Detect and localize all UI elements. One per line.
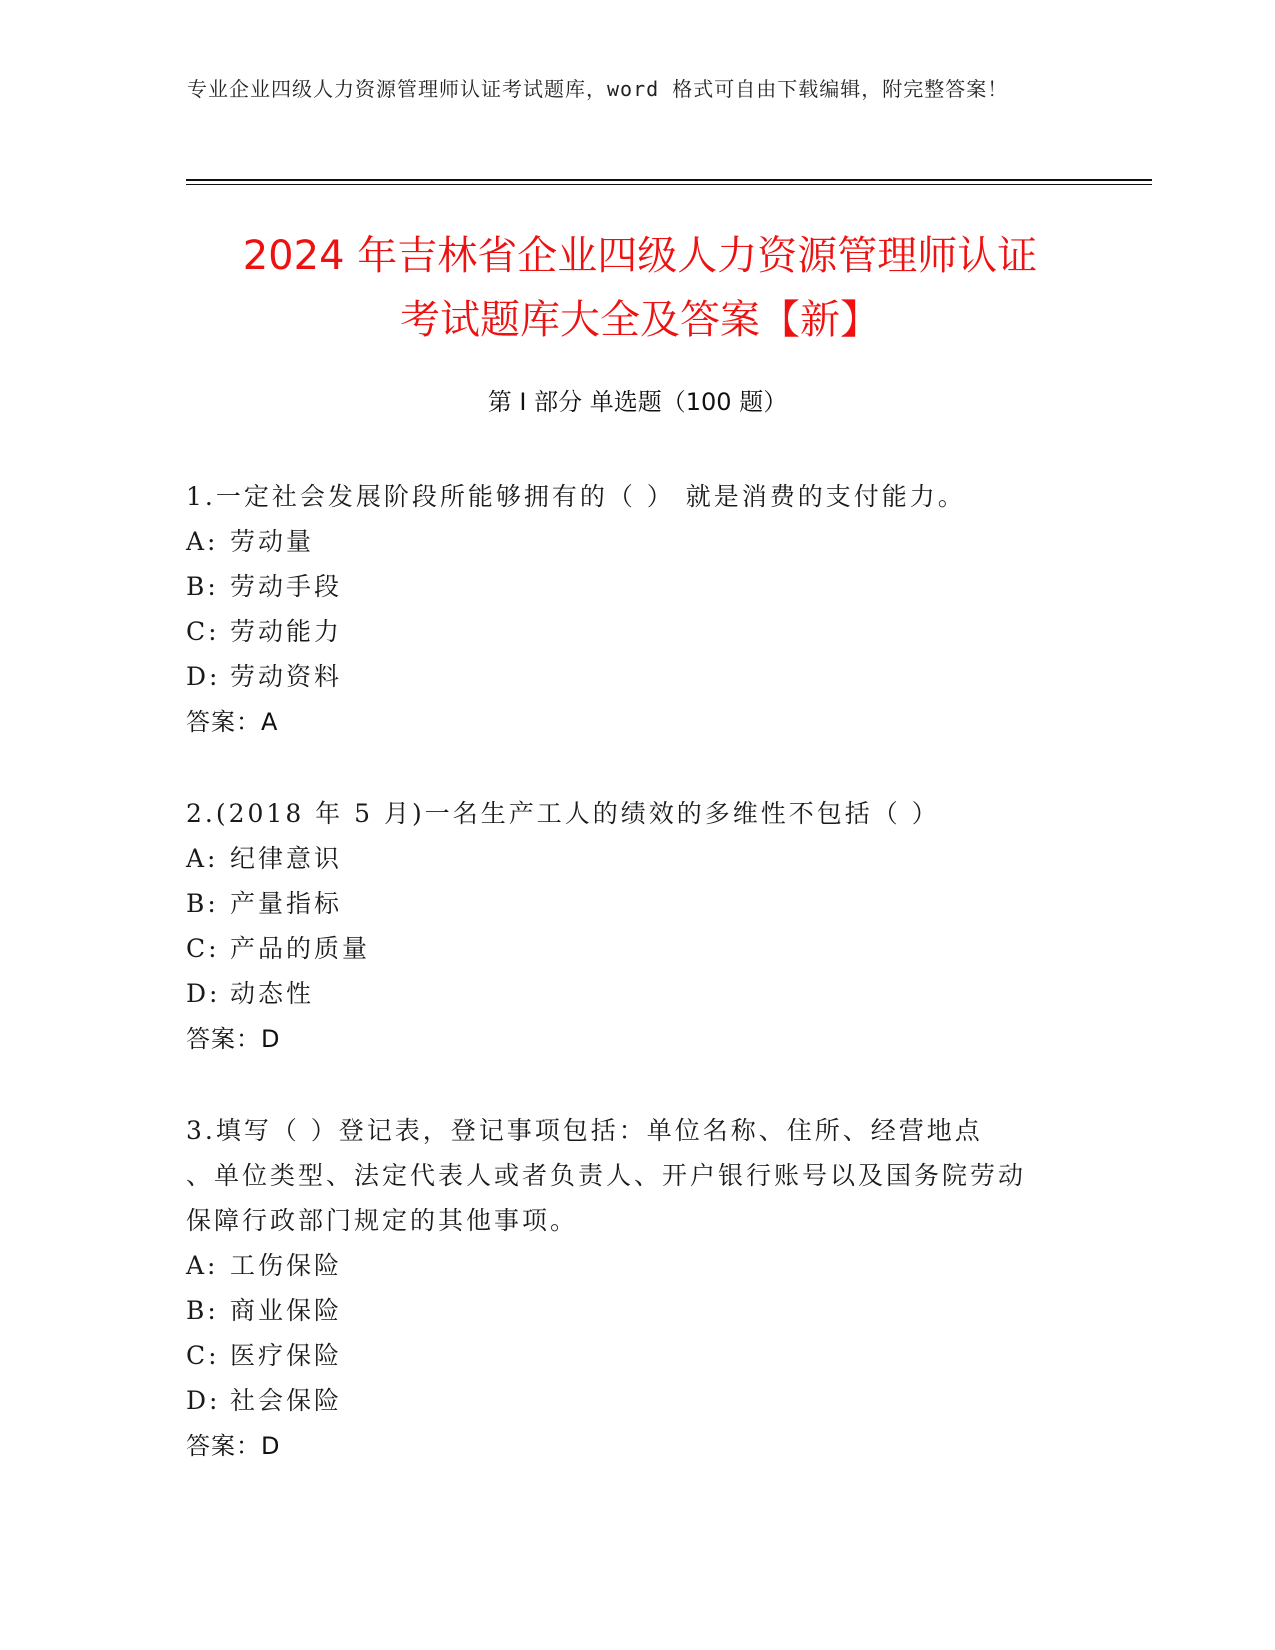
header-rule-thick	[186, 179, 1152, 181]
option-a	[186, 836, 1066, 881]
option-letter: B:	[186, 1296, 219, 1325]
option-b	[186, 881, 1066, 926]
option-text: 工伤保险	[230, 1251, 343, 1280]
option-text: 劳动手段	[230, 572, 343, 601]
question-stem-continued: 保障行政部门规定的其他事项。	[186, 1206, 579, 1235]
option-letter: D:	[186, 662, 221, 691]
question-stem-continued: 、单位类型、法定代表人或者负责人、开户银行账号以及国务院劳动	[186, 1161, 1027, 1190]
section-heading: 第 I 部分 单选题（100 题）	[487, 388, 788, 416]
option-c	[186, 609, 1066, 654]
option-letter: D:	[186, 1386, 221, 1415]
question-stem: 2.(2018 年 5 月)一名生产工人的绩效的多维性不包括（ ）	[186, 799, 940, 828]
option-d	[186, 1378, 1066, 1423]
question-1	[186, 474, 1066, 745]
option-c	[186, 926, 1066, 971]
option-d	[186, 654, 1066, 699]
option-text: 社会保险	[230, 1386, 343, 1415]
title-line-2: 考试题库大全及答案【新】	[400, 297, 880, 343]
option-b	[186, 1288, 1066, 1333]
option-c	[186, 1333, 1066, 1378]
option-a	[186, 519, 1066, 564]
option-letter: A:	[186, 527, 219, 556]
answer-line: 答案：D	[186, 1432, 281, 1460]
question-list	[186, 474, 1066, 1515]
option-letter: D:	[186, 979, 221, 1008]
option-text: 劳动资料	[230, 662, 343, 691]
option-a	[186, 1243, 1066, 1288]
option-letter: B:	[186, 572, 219, 601]
answer-line: 答案：A	[186, 708, 279, 736]
option-letter: B:	[186, 889, 219, 918]
option-text: 商业保险	[230, 1296, 343, 1325]
option-b	[186, 564, 1066, 609]
question-3	[186, 1108, 1066, 1469]
option-letter: C:	[186, 617, 220, 646]
question-stem: 3.填写（ ）登记表，登记事项包括：单位名称、住所、经营地点	[186, 1116, 983, 1145]
option-text: 产品的质量	[230, 934, 371, 963]
option-text: 劳动能力	[230, 617, 343, 646]
option-letter: A:	[186, 1251, 219, 1280]
answer-line: 答案：D	[186, 1025, 281, 1053]
option-text: 医疗保险	[230, 1341, 343, 1370]
option-text: 动态性	[230, 979, 315, 1008]
option-d	[186, 971, 1066, 1016]
option-letter: C:	[186, 1341, 220, 1370]
option-text: 产量指标	[230, 889, 343, 918]
option-letter: A:	[186, 844, 219, 873]
question-2	[186, 791, 1066, 1062]
option-text: 劳动量	[230, 527, 315, 556]
option-text: 纪律意识	[230, 844, 343, 873]
header-note: 专业企业四级人力资源管理师认证考试题库，word 格式可自由下载编辑，附完整答案！	[187, 77, 1009, 101]
document-title	[160, 224, 1120, 352]
question-stem: 1.一定社会发展阶段所能够拥有的（ ） 就是消费的支付能力。	[186, 482, 966, 511]
option-letter: C:	[186, 934, 220, 963]
title-line-1: 2024 年吉林省企业四级人力资源管理师认证	[242, 233, 1038, 279]
header-rule-thin	[186, 184, 1152, 185]
